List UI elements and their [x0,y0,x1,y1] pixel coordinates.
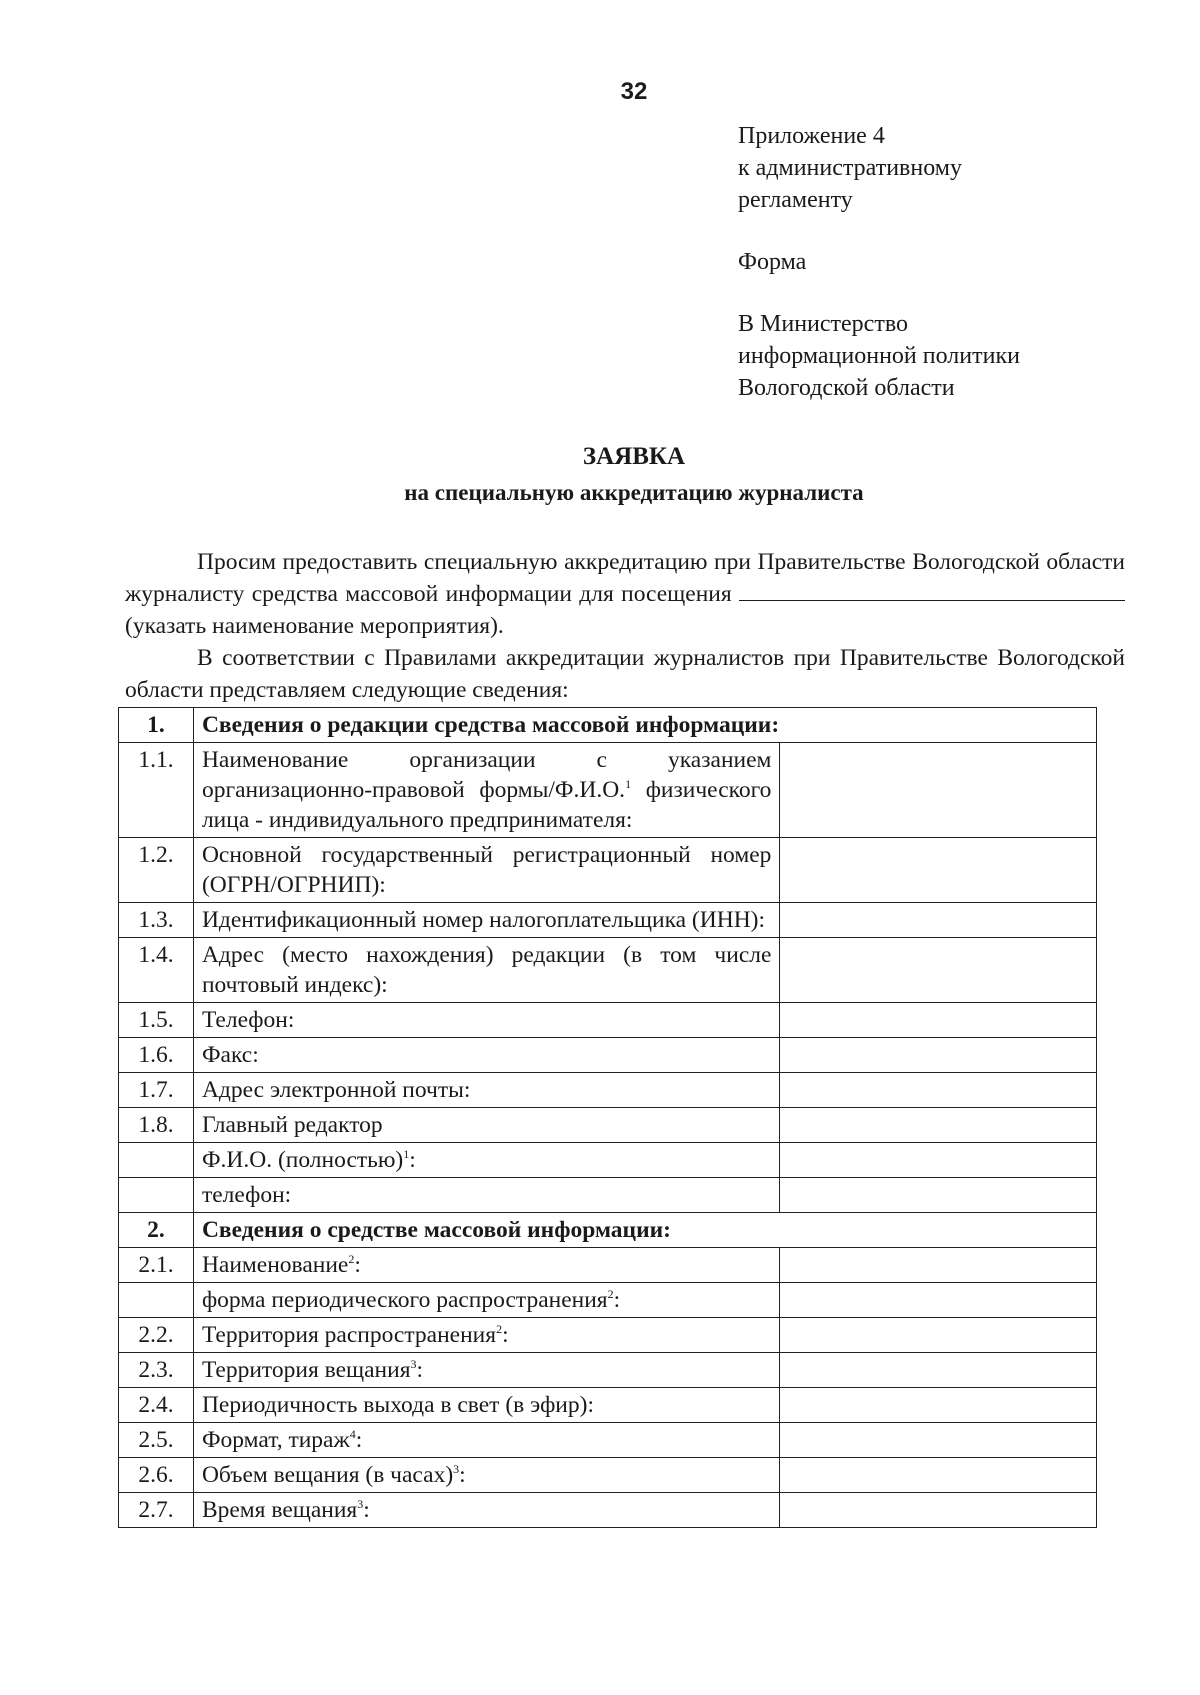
row-label-text: Территория распространения [201,1322,497,1348]
accreditation-form-table [118,707,1097,1528]
form-row [119,1493,1097,1528]
row-value-cell[interactable] [780,1423,1097,1458]
row-label-tail: : [416,1357,424,1383]
row-number: 1.8. [119,1108,194,1143]
footnote-marker: 2 [496,1322,503,1337]
row-number: 1.4. [119,938,194,1003]
row-label [193,1353,779,1388]
row-label-text: Телефон: [201,1007,295,1033]
row-label-text: Объем вещания (в часах) [201,1462,454,1488]
row-number: 2.4. [119,1388,194,1423]
section-title: Сведения о редакции средства массовой информации: [193,708,1096,743]
row-number: 2.5. [119,1423,194,1458]
row-label [193,1318,779,1353]
row-label-text: Адрес электронной почты: [201,1077,471,1103]
row-label [193,743,779,838]
row-label-text: Периодичность выхода в свет (в эфир): [201,1392,594,1418]
recipient-line-3: Вологодской области [738,375,955,401]
form-row [119,1038,1097,1073]
row-value-cell[interactable] [780,1458,1097,1493]
row-label-text: Наименование [201,1252,349,1278]
row-number: 2.7. [119,1493,194,1528]
row-number: 1.2. [119,838,194,903]
form-row [119,743,1097,838]
row-label-text: Адрес (место нахождения) редакции (в том числе почтовый индекс): [201,942,772,998]
document-header [738,120,1138,404]
form-row [119,1108,1097,1143]
event-name-blank[interactable] [739,582,1125,601]
recipient-line-2: информационной политики [738,343,1020,369]
form-row [119,903,1097,938]
row-label-text: Идентификационный номер налогоплательщика (ИНН): [201,907,766,933]
row-label-text: Время вещания [201,1497,358,1523]
row-label-tail: : [409,1147,416,1173]
row-label [193,1248,779,1283]
form-row [119,1248,1097,1283]
row-value-cell[interactable] [780,938,1097,1003]
info-text: В соответствии с Правилами аккредитации журналистов при Правительстве Вологодской области представляем следующие сведения: [125,645,1125,703]
appendix-line-1: Приложение 4 [738,123,885,149]
row-value-cell[interactable] [780,743,1097,838]
form-row [119,1318,1097,1353]
row-label [193,1038,779,1073]
row-label-text: Формат, тираж [201,1427,350,1453]
row-label [193,1108,779,1143]
row-label-text: Главный редактор [201,1112,383,1138]
row-label-tail: : [502,1322,509,1348]
section-header-row [119,708,1097,743]
appendix-line-3: регламенту [738,187,853,213]
footnote-marker: 1 [625,777,632,792]
footnote-marker: 4 [349,1427,356,1442]
row-label-tail: : [613,1287,621,1313]
page-number: 32 [620,78,648,105]
form-row [119,1178,1097,1213]
form-row [119,1423,1097,1458]
row-number [119,1283,194,1318]
form-row [119,1283,1097,1318]
row-value-cell[interactable] [780,1143,1097,1178]
row-number [119,1143,194,1178]
row-number: 2.3. [119,1353,194,1388]
row-label-text: телефон: [201,1182,292,1208]
row-label [193,838,779,903]
row-label-text: Наименование организации с указанием организационно-правовой формы/Ф.И.О. [201,747,772,803]
row-label [193,1143,779,1178]
row-value-cell[interactable] [780,1178,1097,1213]
row-label-tail: физического лица - индивидуального предпринимателя: [201,777,772,833]
document-title: ЗАЯВКА [582,443,686,470]
row-label [193,1388,779,1423]
form-row [119,1003,1097,1038]
row-value-cell[interactable] [780,1248,1097,1283]
row-label-text: Ф.И.О. (полностью) [201,1147,404,1173]
row-value-cell[interactable] [780,1318,1097,1353]
row-label-tail: : [459,1462,466,1488]
row-number: 2.6. [119,1458,194,1493]
footnote-marker: 2 [348,1252,355,1267]
row-value-cell[interactable] [780,1493,1097,1528]
row-value-cell[interactable] [780,1388,1097,1423]
form-row [119,938,1097,1003]
section-number: 1. [119,708,194,743]
row-label-text: Территория вещания [201,1357,411,1383]
row-value-cell[interactable] [780,838,1097,903]
row-number [119,1178,194,1213]
row-label [193,1458,779,1493]
row-label [193,1493,779,1528]
footnote-marker: 3 [357,1497,364,1512]
row-number: 1.3. [119,903,194,938]
section-header-row [119,1213,1097,1248]
document-subtitle: на специальную аккредитацию журналиста [404,480,864,505]
row-label [193,1073,779,1108]
row-number: 2.2. [119,1318,194,1353]
row-number: 1.5. [119,1003,194,1038]
row-value-cell[interactable] [780,1073,1097,1108]
recipient-line-1: В Министерство [738,311,908,337]
request-text: Просим предоставить специальную аккредитацию при Правительстве Вологодской области журналисту средства массовой информации для посещения [125,549,1125,607]
row-value-cell[interactable] [780,1038,1097,1073]
event-name-hint: (указать наименование мероприятия). [125,613,504,639]
request-paragraph [125,546,1125,642]
row-label-text: форма периодического распространения [201,1287,608,1313]
form-row [119,1073,1097,1108]
footnote-marker: 2 [607,1287,614,1302]
row-label-tail: : [363,1497,370,1523]
row-number: 1.1. [119,743,194,838]
row-label [193,1423,779,1458]
form-label: Форма [738,249,807,275]
row-label [193,938,779,1003]
row-value-cell[interactable] [780,1108,1097,1143]
row-label-text: Основной государственный регистрационный номер (ОГРН/ОГРНИП): [201,842,772,898]
form-row [119,1353,1097,1388]
section-title: Сведения о средстве массовой информации: [193,1213,1096,1248]
row-value-cell[interactable] [780,1003,1097,1038]
info-paragraph [125,642,1125,706]
form-row [119,1143,1097,1178]
footnote-marker: 3 [453,1462,460,1477]
row-value-cell[interactable] [780,1283,1097,1318]
footnote-marker: 3 [410,1357,417,1372]
row-label-text: Факс: [201,1042,259,1068]
row-label [193,903,779,938]
form-row [119,1458,1097,1493]
row-label [193,1283,779,1318]
row-label-tail: : [354,1252,361,1278]
form-row [119,1388,1097,1423]
appendix-line-2: к административному [738,155,962,181]
row-label [193,1178,779,1213]
form-row [119,838,1097,903]
row-label-tail: : [355,1427,363,1453]
row-value-cell[interactable] [780,903,1097,938]
row-number: 1.6. [119,1038,194,1073]
row-label [193,1003,779,1038]
footnote-marker: 1 [403,1147,410,1162]
row-number: 2.1. [119,1248,194,1283]
row-number: 1.7. [119,1073,194,1108]
row-value-cell[interactable] [780,1353,1097,1388]
section-number: 2. [119,1213,194,1248]
